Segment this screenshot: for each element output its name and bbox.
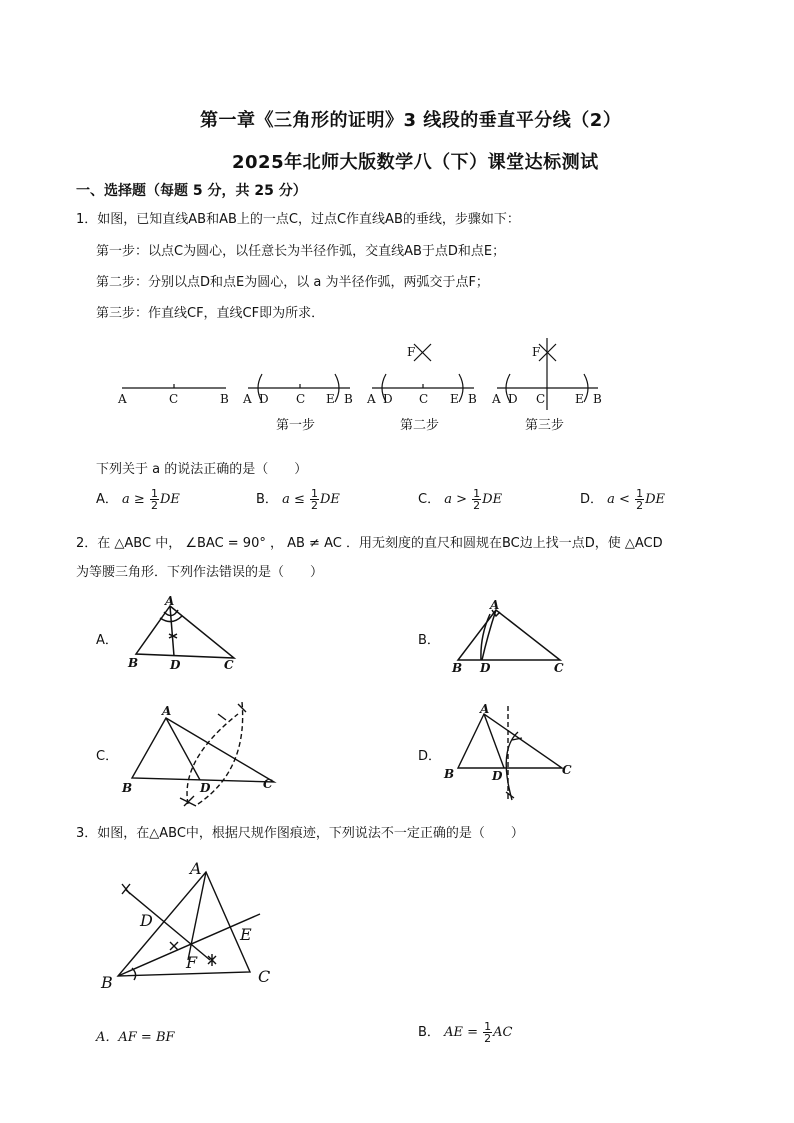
option-expr: AE = — [444, 1025, 478, 1040]
option-label: A． — [96, 492, 118, 507]
fraction: $\frac{1}{2}$ — [636, 487, 644, 512]
q1-option-d[interactable] — [580, 488, 665, 511]
svg-text:C: C — [169, 392, 179, 406]
q1-option-b[interactable] — [256, 488, 340, 511]
option-label: B． — [418, 1025, 440, 1040]
option-expr: a > — [444, 492, 467, 507]
q2-figure-b — [448, 596, 588, 676]
option-expr: a < — [607, 492, 630, 507]
svg-text:A: A — [118, 392, 127, 406]
option-tail: DE — [319, 492, 340, 507]
svg-text:D: D — [383, 392, 393, 406]
option-expr: a ≥ — [122, 492, 145, 507]
svg-text:D: D — [492, 769, 503, 783]
option-label: B． — [256, 492, 278, 507]
svg-text:B: B — [128, 656, 139, 670]
q2-figure-d — [442, 700, 592, 810]
option-tail: AC — [493, 1025, 513, 1040]
q1-caption-3: 第三步 — [525, 418, 565, 433]
svg-text:D: D — [170, 658, 181, 672]
title-line-2: 2025年北师大版数学八（下）课堂达标测试 — [232, 152, 599, 173]
svg-text:F: F — [186, 953, 198, 972]
svg-text:C: C — [258, 967, 271, 986]
svg-text:C: C — [554, 661, 564, 675]
svg-text:B: B — [468, 392, 477, 406]
q3-option-a[interactable]: A．AF = BF — [96, 1030, 175, 1045]
option-tail: DE — [482, 492, 503, 507]
q2-option-a-label[interactable]: A． — [96, 633, 118, 648]
svg-text:A: A — [490, 598, 500, 612]
svg-text:C: C — [296, 392, 306, 406]
q1-step2: 第二步：分别以点D和点E为圆心，以 a 为半径作弧，两弧交于点F； — [96, 275, 489, 290]
svg-text:B: B — [452, 661, 463, 675]
svg-text:F: F — [532, 345, 541, 359]
title-line-1: 第一章《三角形的证明》3 线段的垂直平分线（2） — [200, 110, 622, 131]
svg-text:A: A — [243, 392, 252, 406]
option-expr: a ≤ — [282, 492, 305, 507]
q3-stem: 3．如图，在△ABC中，根据尺规作图痕迹，下列说法不一定正确的是（ ） — [76, 826, 524, 841]
q2-option-d-label[interactable]: D． — [418, 749, 442, 764]
svg-text:B: B — [101, 973, 113, 992]
svg-text:A: A — [480, 702, 490, 716]
svg-text:B: B — [122, 781, 133, 795]
q2-stem-line-1: 2．在 △ABC 中， ∠BAC = 90° ， AB ≠ AC ．用无刻度的直尺和圆规在BC边上找一点D，使 △ACD — [76, 536, 663, 551]
q1-stem: 1．如图，已知直线AB和AB上的一点C，过点C作直线AB的垂线，步骤如下： — [76, 212, 520, 227]
q2-figure-a — [126, 596, 266, 676]
svg-text:C: C — [224, 658, 234, 672]
svg-text:A: A — [367, 392, 376, 406]
svg-text:E: E — [326, 392, 335, 406]
svg-text:C: C — [419, 392, 429, 406]
q3-figure — [98, 856, 298, 996]
svg-text:D: D — [480, 661, 491, 675]
q2-stem-line-2: 为等腰三角形．下列作法错误的是（ ） — [76, 565, 324, 580]
q1-step3: 第三步：作直线CF，直线CF即为所求． — [96, 306, 325, 321]
q2-figure-c — [118, 700, 288, 810]
svg-text:E: E — [240, 925, 252, 944]
svg-text:C: C — [263, 777, 273, 791]
option-label: D． — [580, 492, 604, 507]
q2-option-b-label[interactable]: B． — [418, 633, 440, 648]
q1-caption-1: 第一步 — [276, 418, 316, 433]
fraction: $\frac{1}{2}$ — [150, 487, 158, 512]
option-tail: DE — [645, 492, 665, 507]
q1-option-a[interactable] — [96, 488, 180, 511]
svg-text:A: A — [190, 859, 202, 878]
q2-option-c-label[interactable]: C． — [96, 749, 119, 764]
svg-text:D: D — [508, 392, 518, 406]
q1-ask: 下列关于 a 的说法正确的是（ ） — [96, 462, 308, 477]
svg-text:E: E — [450, 392, 459, 406]
svg-text:D: D — [140, 911, 153, 930]
q1-caption-2: 第二步 — [400, 418, 440, 433]
svg-text:C: C — [562, 763, 572, 777]
q1-option-c[interactable] — [418, 488, 502, 511]
svg-text:B: B — [220, 392, 229, 406]
svg-text:D: D — [200, 781, 211, 795]
option-label: C． — [418, 492, 441, 507]
svg-text:F: F — [407, 345, 416, 359]
svg-text:A: A — [165, 594, 175, 608]
svg-text:B: B — [344, 392, 353, 406]
q3-option-b[interactable] — [418, 1021, 512, 1044]
q1-step1: 第一步：以点C为圆心，以任意长为半径作弧，交直线AB于点D和点E； — [96, 244, 506, 259]
svg-text:B: B — [593, 392, 602, 406]
fraction: $\frac{1}{2}$ — [484, 1020, 492, 1045]
svg-text:E: E — [575, 392, 584, 406]
svg-text:A: A — [162, 704, 172, 718]
svg-text:C: C — [536, 392, 546, 406]
svg-text:A: A — [492, 392, 501, 406]
option-tail: DE — [159, 492, 180, 507]
q1-figure-strip — [0, 330, 794, 450]
section-heading: 一、选择题（每题 5 分，共 25 分） — [76, 183, 307, 199]
fraction: $\frac{1}{2}$ — [310, 487, 318, 512]
svg-text:B: B — [444, 767, 455, 781]
fraction: $\frac{1}{2}$ — [473, 487, 481, 512]
svg-text:D: D — [259, 392, 269, 406]
